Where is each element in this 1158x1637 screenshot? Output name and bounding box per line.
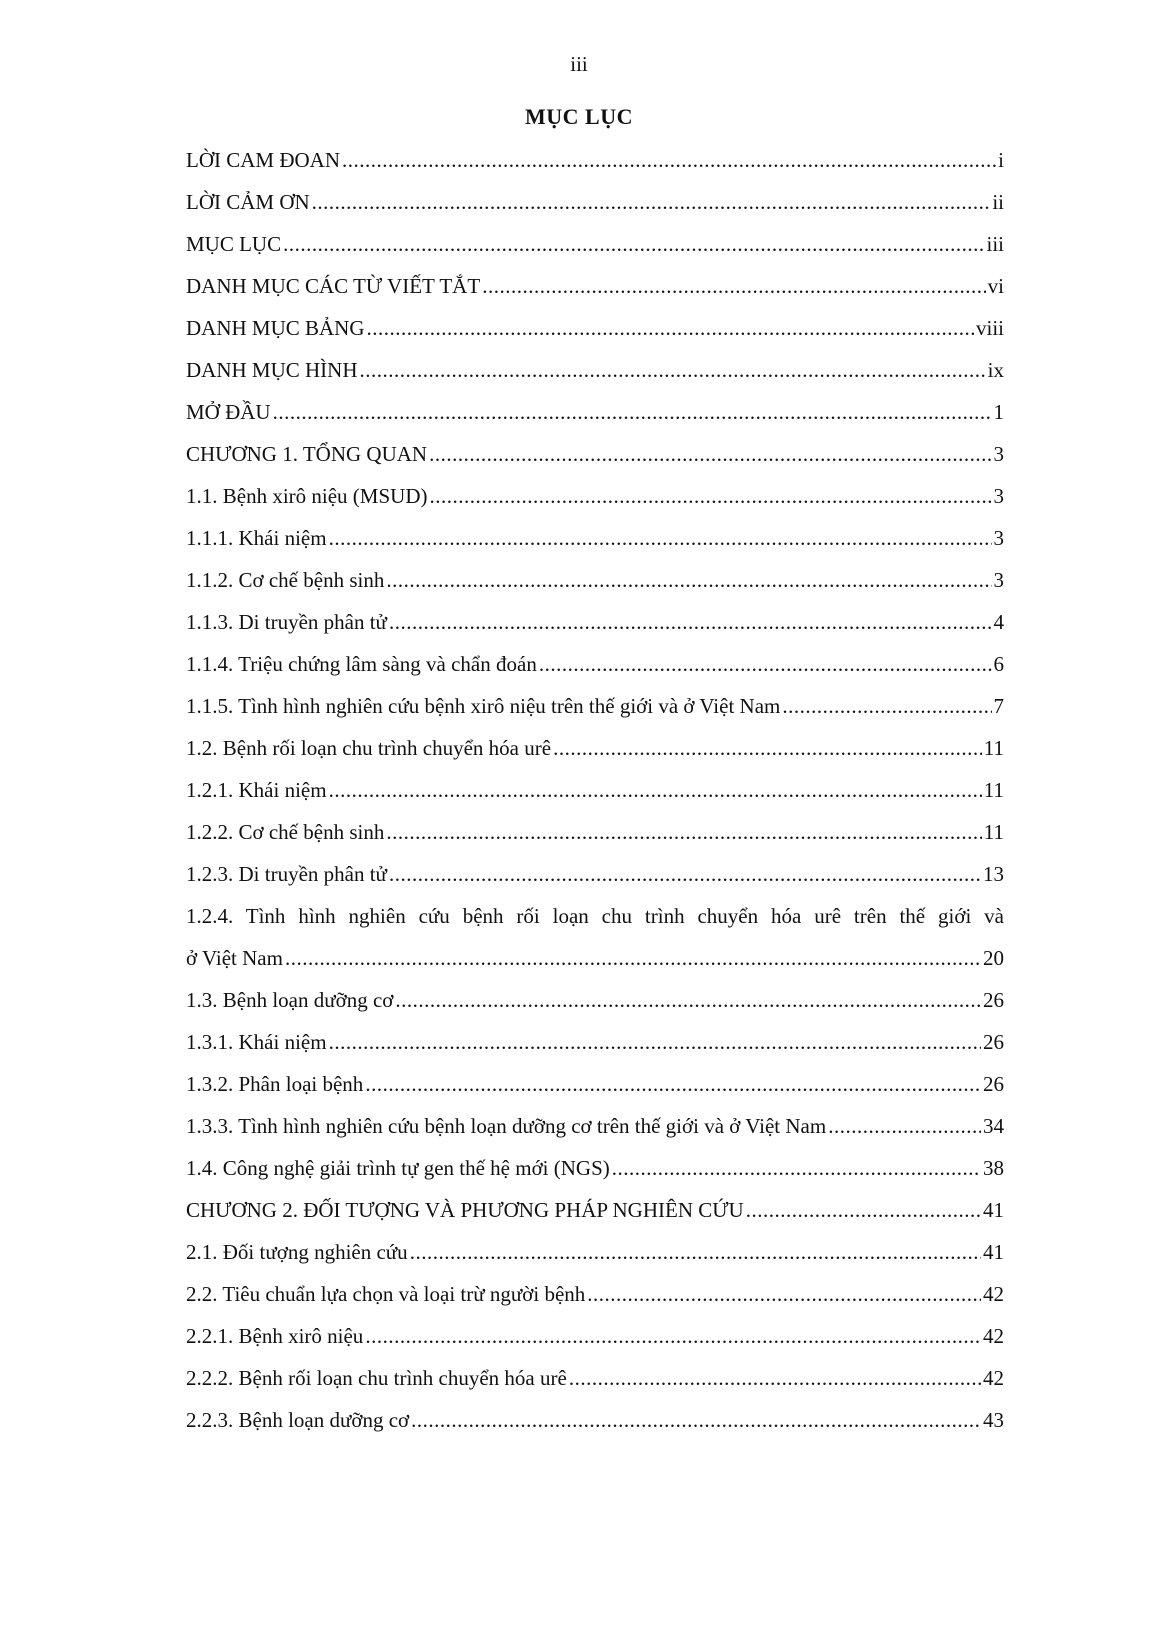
- toc-entry-label: 1.3.2. Phân loại bệnh: [186, 1072, 364, 1096]
- toc-entry-label: DANH MỤC HÌNH: [186, 358, 358, 382]
- leader-dots: [569, 1366, 981, 1391]
- toc-entry-page: 3: [993, 484, 1004, 508]
- toc-entry-page: 1: [993, 400, 1004, 424]
- leader-dots: [429, 484, 991, 509]
- leader-dots: [410, 1240, 981, 1265]
- toc-entry[interactable]: [186, 610, 1004, 652]
- toc-entry-page: 26: [983, 988, 1004, 1012]
- toc-entry[interactable]: [186, 1072, 1004, 1114]
- leader-dots: [283, 232, 984, 257]
- leader-dots: [312, 190, 991, 215]
- leader-dots: [273, 400, 992, 425]
- toc-entry-label: MỞ ĐẦU: [186, 400, 271, 424]
- toc-entry-label: 1.2. Bệnh rối loạn chu trình chuyển hóa urê: [186, 736, 552, 760]
- toc-entry[interactable]: [186, 1324, 1004, 1366]
- toc-entry-page: ix: [987, 358, 1004, 382]
- toc-entry-label: ở Việt Nam: [186, 946, 283, 970]
- toc-entry-label: 1.3. Bệnh loạn dưỡng cơ: [186, 988, 394, 1012]
- toc-entry[interactable]: [186, 946, 1004, 988]
- toc-entry-page: 26: [983, 1030, 1004, 1054]
- toc-entry-page: 4: [993, 610, 1004, 634]
- toc-entry[interactable]: [186, 148, 1004, 190]
- toc-entry-label: CHƯƠNG 1. TỔNG QUAN: [186, 442, 428, 466]
- leader-dots: [612, 1156, 981, 1181]
- toc-entry-page: i: [998, 148, 1004, 172]
- toc-entry[interactable]: [186, 358, 1004, 400]
- toc-entry[interactable]: [186, 1198, 1004, 1240]
- toc-entry-page: 11: [983, 736, 1004, 760]
- toc-entry[interactable]: [186, 652, 1004, 694]
- toc-entry[interactable]: [186, 1156, 1004, 1198]
- toc-entry-label: 1.2.4. Tình hình nghiên cứu bệnh rối loạn chu trình chuyển hóa urê trên thế giới và: [186, 904, 1004, 928]
- leader-dots: [285, 946, 981, 971]
- toc-entry-label: 1.2.2. Cơ chế bệnh sinh: [186, 820, 385, 844]
- toc-entry-label: CHƯƠNG 2. ĐỐI TƯỢNG VÀ PHƯƠNG PHÁP NGHIÊN CỨU: [186, 1198, 744, 1222]
- toc-entry-label: 1.1. Bệnh xirô niệu (MSUD): [186, 484, 428, 508]
- leader-dots: [429, 442, 991, 467]
- toc-entry[interactable]: [186, 400, 1004, 442]
- toc-entry-label: 2.2.3. Bệnh loạn dưỡng cơ: [186, 1408, 410, 1432]
- leader-dots: [360, 358, 986, 383]
- toc-entry[interactable]: [186, 484, 1004, 526]
- toc-entry-page: 3: [993, 568, 1004, 592]
- leader-dots: [365, 1324, 981, 1349]
- toc-entry-page: viii: [975, 316, 1004, 340]
- toc-entry[interactable]: [186, 1240, 1004, 1282]
- toc-entry-page: 13: [983, 862, 1004, 886]
- leader-dots: [367, 316, 974, 341]
- toc-entry-page: 3: [993, 526, 1004, 550]
- toc-entry-label: 1.3.3. Tình hình nghiên cứu bệnh loạn dưỡng cơ trên thế giới và ở Việt Nam: [186, 1114, 827, 1138]
- leader-dots: [386, 820, 981, 845]
- toc-entry-page: 11: [983, 778, 1004, 802]
- leader-dots: [553, 736, 982, 761]
- leader-dots: [389, 862, 981, 887]
- leader-dots: [482, 274, 985, 299]
- leader-dots: [365, 1072, 981, 1097]
- toc-entry[interactable]: [186, 1408, 1004, 1450]
- toc-entry-page: 26: [983, 1072, 1004, 1096]
- leader-dots: [389, 610, 992, 635]
- toc-entry[interactable]: [186, 778, 1004, 820]
- toc-entry[interactable]: [186, 1030, 1004, 1072]
- toc-entry[interactable]: [186, 988, 1004, 1030]
- toc-entry-label: 1.1.5. Tình hình nghiên cứu bệnh xirô niệu trên thế giới và ở Việt Nam: [186, 694, 781, 718]
- leader-dots: [342, 148, 996, 173]
- leader-dots: [386, 568, 991, 593]
- leader-dots: [329, 778, 982, 803]
- table-of-contents: [186, 148, 1004, 1450]
- toc-entry[interactable]: [186, 442, 1004, 484]
- toc-entry-page: 42: [983, 1366, 1004, 1390]
- leader-dots: [539, 652, 992, 677]
- toc-entry[interactable]: [186, 526, 1004, 568]
- page-number: iii: [570, 52, 588, 76]
- toc-entry[interactable]: [186, 862, 1004, 904]
- toc-entry-page: 3: [993, 442, 1004, 466]
- toc-entry-page: 41: [983, 1198, 1004, 1222]
- toc-entry[interactable]: [186, 274, 1004, 316]
- toc-entry[interactable]: [186, 568, 1004, 610]
- toc-entry[interactable]: [186, 190, 1004, 232]
- toc-entry[interactable]: [186, 820, 1004, 862]
- toc-entry-page: 38: [983, 1156, 1004, 1180]
- leader-dots: [329, 1030, 981, 1055]
- toc-entry-label: 1.4. Công nghệ giải trình tự gen thế hệ mới (NGS): [186, 1156, 610, 1180]
- toc-entry-page: 20: [983, 946, 1004, 970]
- leader-dots: [587, 1282, 981, 1307]
- leader-dots: [782, 694, 991, 719]
- toc-entry-label: 1.2.3. Di truyền phân tử: [186, 862, 387, 886]
- toc-entry-label: 1.1.2. Cơ chế bệnh sinh: [186, 568, 385, 592]
- toc-entry-page: 6: [993, 652, 1004, 676]
- toc-entry-label: MỤC LỤC: [186, 232, 282, 256]
- toc-entry-page: iii: [986, 232, 1004, 256]
- toc-entry-page: 42: [983, 1324, 1004, 1348]
- leader-dots: [395, 988, 981, 1013]
- toc-entry-page: 11: [983, 820, 1004, 844]
- toc-entry-label: 1.2.1. Khái niệm: [186, 778, 327, 802]
- leader-dots: [746, 1198, 981, 1223]
- toc-entry[interactable]: [186, 736, 1004, 778]
- toc-entry[interactable]: [186, 1366, 1004, 1408]
- toc-entry[interactable]: [186, 694, 1004, 736]
- toc-entry-label: 1.3.1. Khái niệm: [186, 1030, 327, 1054]
- toc-entry-label: 2.2. Tiêu chuẩn lựa chọn và loại trừ người bệnh: [186, 1282, 586, 1306]
- leader-dots: [329, 526, 992, 551]
- leader-dots: [411, 1408, 981, 1433]
- toc-entry-page: ii: [992, 190, 1004, 214]
- toc-entry-label: 2.2.2. Bệnh rối loạn chu trình chuyển hóa urê: [186, 1366, 567, 1390]
- toc-entry-page: 43: [983, 1408, 1004, 1432]
- toc-entry-page: vi: [987, 274, 1004, 298]
- toc-entry[interactable]: [186, 904, 1004, 946]
- toc-entry-label: 1.1.1. Khái niệm: [186, 526, 327, 550]
- toc-entry[interactable]: [186, 316, 1004, 358]
- toc-entry-page: 42: [983, 1282, 1004, 1306]
- toc-entry-label: 1.1.4. Triệu chứng lâm sàng và chẩn đoán: [186, 652, 537, 676]
- toc-entry-label: DANH MỤC BẢNG: [186, 316, 365, 340]
- toc-entry-label: 2.1. Đối tượng nghiên cứu: [186, 1240, 408, 1264]
- toc-entry-label: 1.1.3. Di truyền phân tử: [186, 610, 387, 634]
- toc-entry[interactable]: [186, 1282, 1004, 1324]
- toc-entry[interactable]: [186, 1114, 1004, 1156]
- toc-entry-label: LỜI CẢM ƠN: [186, 190, 310, 214]
- toc-entry-label: LỜI CAM ĐOAN: [186, 148, 340, 172]
- toc-entry-page: 34: [983, 1114, 1004, 1138]
- toc-entry-page: 7: [993, 694, 1004, 718]
- leader-dots: [828, 1114, 981, 1139]
- page-title: MỤC LỤC: [525, 104, 633, 129]
- toc-entry-page: 41: [983, 1240, 1004, 1264]
- toc-entry[interactable]: [186, 232, 1004, 274]
- toc-entry-label: 2.2.1. Bệnh xirô niệu: [186, 1324, 364, 1348]
- toc-entry-label: DANH MỤC CÁC TỪ VIẾT TẮT: [186, 274, 481, 298]
